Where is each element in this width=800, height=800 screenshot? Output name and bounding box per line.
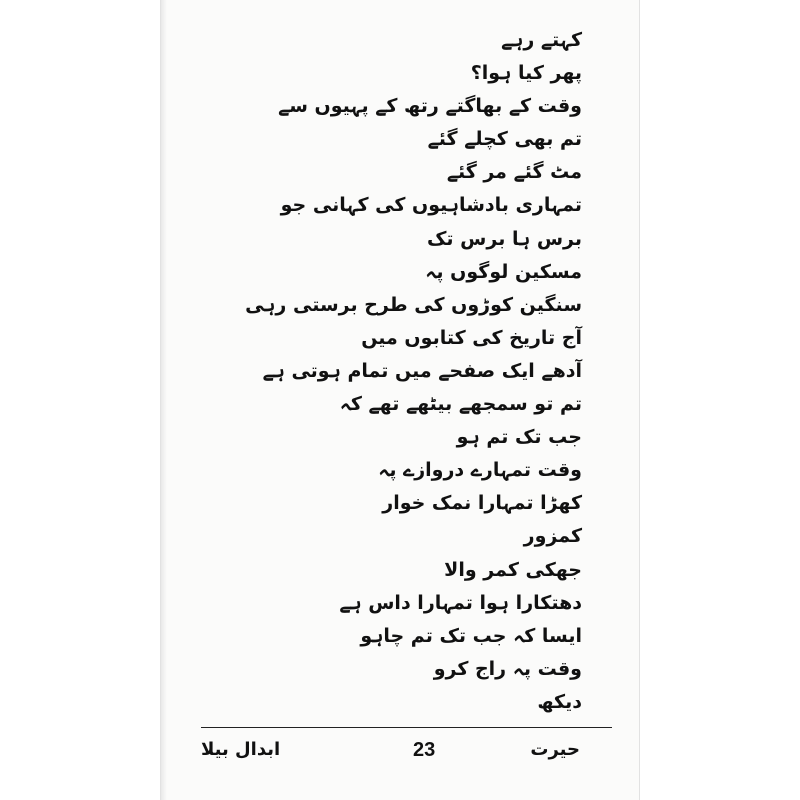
book-page (160, 0, 640, 800)
footer-book-title: حیرت (530, 739, 580, 760)
poem-line: وقت کے بھاگتے رتھ کے پہیوں سے (278, 95, 582, 118)
poem-line: جب تک تم ہو (456, 426, 582, 449)
poem-line: آدھے ایک صفحے میں تمام ہوتی ہے (262, 359, 582, 382)
poem-line: وقت پہ راج کرو (433, 657, 582, 680)
poem-line: مسکین لوگوں پہ (425, 260, 582, 283)
poem-line: دیکھ (537, 690, 582, 713)
poem-text (245, 24, 582, 719)
poem-line: تم بھی کچلے گئے (427, 128, 582, 151)
poem-line: کمزور (523, 525, 582, 548)
poem-line: کھڑا تمہارا نمک خوار (382, 492, 582, 515)
poem-line: تم تو سمجھے بیٹھے تھے کہ (339, 393, 582, 416)
poem-line: دھتکارا ہوا تمہارا داس ہے (339, 591, 582, 614)
page-edge-shadow (161, 0, 167, 800)
footer-author: ابدال بیلا (201, 739, 281, 760)
poem-line: وقت تمہارے دروازے پہ (378, 459, 582, 482)
poem-line: آج تاریخ کی کتابوں میں (361, 326, 582, 349)
footer-divider (201, 727, 612, 728)
poem-line: سنگین کوڑوں کی طرح برستی رہی (245, 293, 582, 316)
poem-line: تمہاری بادشاہیوں کی کہانی جو (280, 194, 582, 217)
poem-line: کہتے رہے (501, 29, 582, 51)
poem-line: جھکی کمر والا (444, 558, 582, 581)
poem-line: ایسا کہ جب تک تم چاہو (360, 624, 582, 647)
page-number: 23 (413, 739, 436, 761)
poem-line: برس ہا برس تک (426, 227, 582, 250)
page-footer (201, 733, 612, 763)
poem-line: پھر کیا ہوا؟ (470, 62, 582, 85)
poem-line: مٹ گئے مر گئے (446, 161, 582, 184)
